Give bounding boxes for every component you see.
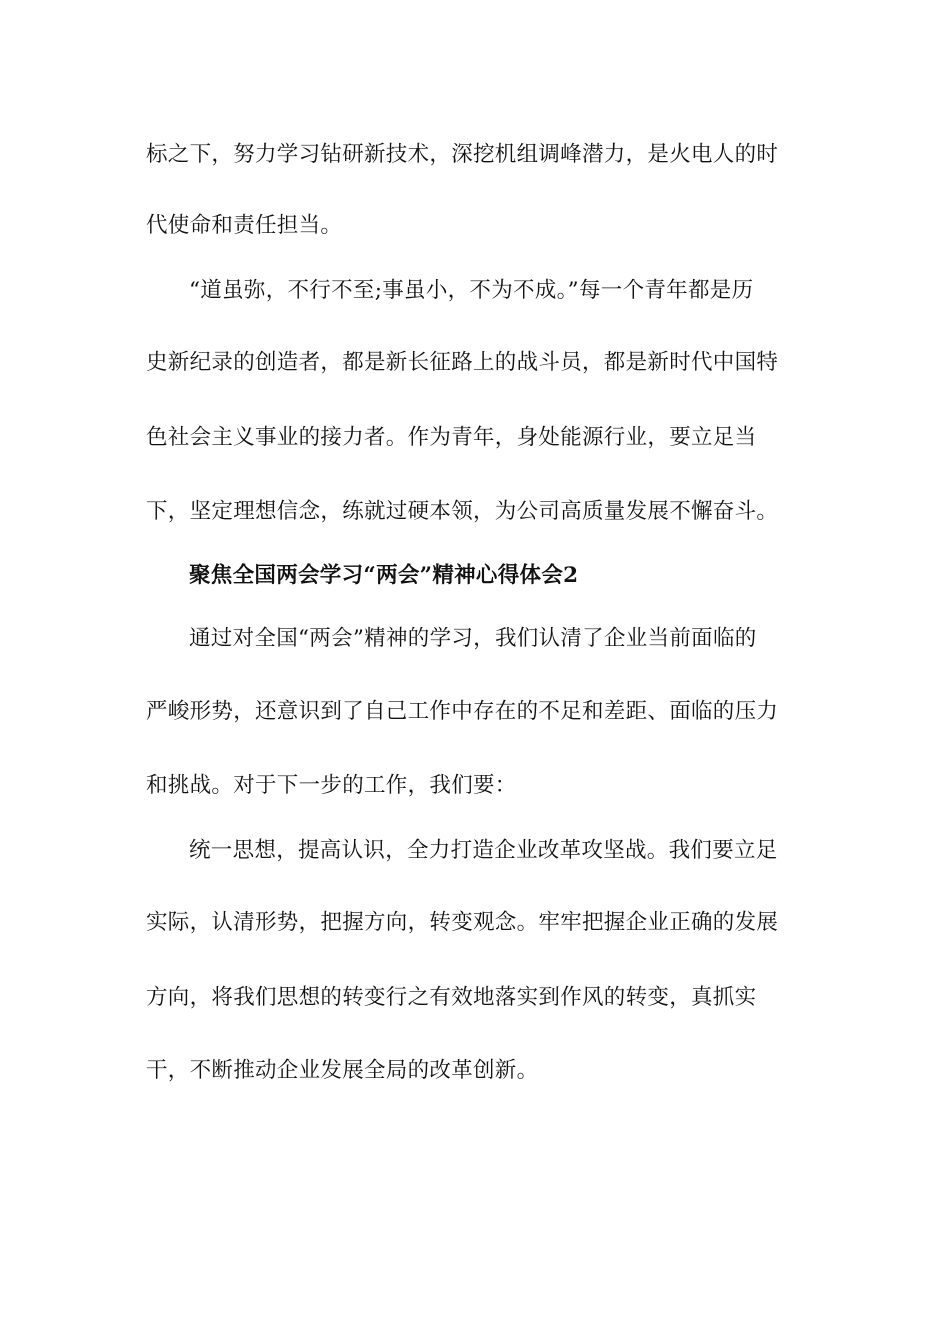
paragraph-line: 统一思想，提高认识，全力打造企业改革攻坚战。我们要立足 (189, 838, 778, 863)
paragraph-line: 和挑战。对于下一步的工作，我们要： (146, 773, 517, 798)
paragraph-line: 严峻形势，还意识到了自己工作中存在的不足和差距、面临的压力 (146, 699, 779, 724)
paragraph-line: 代使命和责任担当。 (146, 213, 343, 238)
paragraph-line: 通过对全国“两会”精神的学习，我们认清了企业当前面临的 (189, 626, 757, 651)
paragraph-line: 标之下，努力学习钻研新技术，深挖机组调峰潜力，是火电人的时 (146, 142, 779, 167)
paragraph-line: 实际，认清形势，把握方向，转变观念。牢牢把握企业正确的发展 (146, 910, 779, 935)
paragraph-line: 史新纪录的创造者，都是新长征路上的战斗员，都是新时代中国特 (146, 350, 779, 375)
section-heading: 聚焦全国两会学习“两会”精神心得体会2 (189, 563, 579, 588)
paragraph-line: 干，不断推动企业发展全局的改革创新。 (146, 1058, 539, 1083)
paragraph-line: 下，坚定理想信念，练就过硬本领，为公司高质量发展不懈奋斗。 (146, 499, 779, 524)
paragraph-line: 色社会主义事业的接力者。作为青年，身处能源行业，要立足当 (146, 425, 757, 450)
paragraph-line: 方向，将我们思想的转变行之有效地落实到作风的转变，真抓实 (146, 985, 757, 1010)
paragraph-line: “道虽弥，不行不至;事虽小，不为不成。”每一个青年都是历 (189, 278, 754, 303)
